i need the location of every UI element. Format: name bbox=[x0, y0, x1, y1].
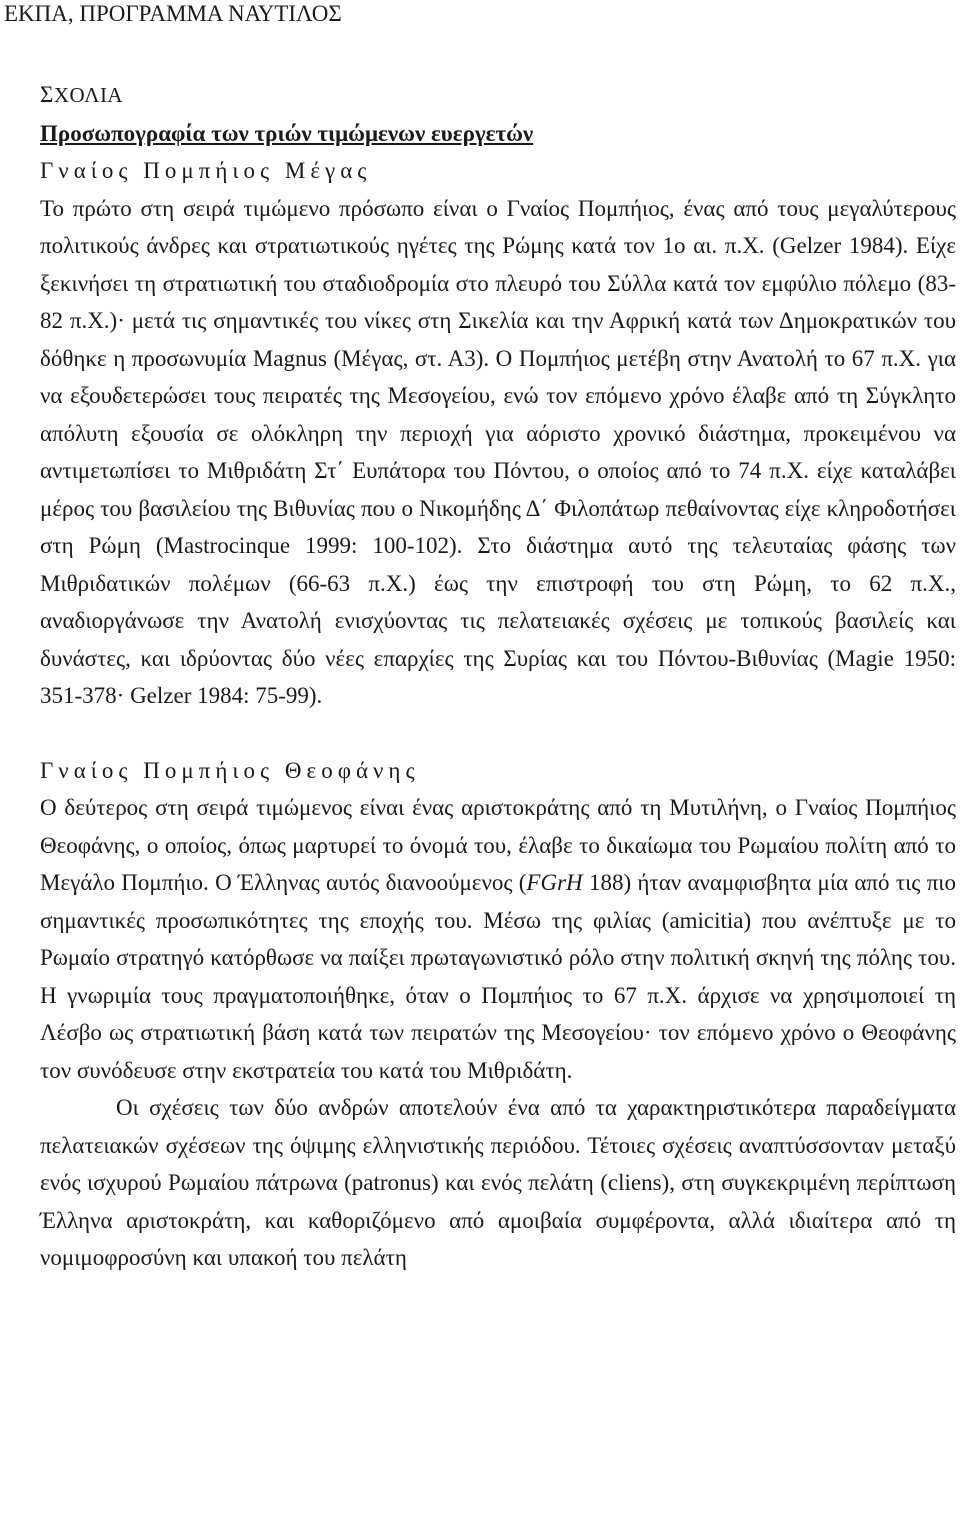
person2-paragraph-2: Οι σχέσεις των δύο ανδρών αποτελούν ένα από τα χαρακτηριστικότερα παραδείγματα πελατειακών σχέσεων της όψιμης ελληνιστικής περιόδου. Τέτοιες σχέσεις αναπτύσσονταν μεταξύ ενός ισχυρού Ρωμαίου πάτρωνα (patronus) και ενός πελάτη (cliens), στη συγκεκριμένη περίπτωση Έλληνα αριστοκράτη, και καθοριζόμενο από αμοιβαία συμφέροντα, αλλά ιδιαίτερα από τη νομιμοφροσύνη και υπακοή του πελάτη bbox=[40, 1095, 956, 1270]
section-label-rest: ΧΟΛΙΑ bbox=[53, 83, 124, 107]
page-header: ΕΚΠΑ, ΠΡΟΓΡΑΜΜΑ ΝΑΥΤΙΛΟΣ bbox=[4, 1, 342, 26]
main-title: Προσωπογραφία των τριών τιμώμενων ευεργετών bbox=[40, 120, 534, 146]
person2-heading: Γναίος Πομπήιος Θεοφάνης bbox=[40, 757, 420, 783]
person2-p1-part-a: Ο δεύτερος στη σειρά τιμώμενος είναι ένας αριστοκράτης από τη Μυτιλήνη, ο Γναίος Πομπήιος Θεοφάνης, ο οποίος, όπως μαρτυρεί το όνομά του, έλαβε το δικαίωμα του Ρωμαίου πολίτη από το Μεγάλο Πομπήιο. Ο Έλληνας αυτός διανοούμενος ( bbox=[40, 795, 956, 895]
person2-p1-italic: FGrH bbox=[526, 870, 583, 895]
section-label bbox=[40, 76, 956, 115]
person1-paragraph: Το πρώτο στη σειρά τιμώμενο πρόσωπο είναι ο Γναίος Πομπήιος, ένας από τους μεγαλύτερους πολιτικούς άνδρες και στρατιωτικούς ηγέτες της Ρώμης κατά τον 1ο αι. π.Χ. (Gelzer 1984). Είχε ξεκινήσει τη στρατιωτική του σταδιοδρομία στο πλευρό του Σύλλα κατά τον εμφύλιο πόλεμο (83-82 π.Χ.)· μετά τις σημαντικές του νίκες στη Σικελία και την Αφρική κατά των Δημοκρατικών του δόθηκε η προσωνυμία Magnus (Μέγας, στ. Α3). Ο Πομπήιος μετέβη στην Ανατολή το 67 π.Χ. για να εξουδετερώσει τους πειρατές της Μεσογείου, ενώ τον επόμενο χρόνο έλαβε από τη Σύγκλητο απόλυτη εξουσία σε ολόκληρη την περιοχή για αόριστο χρονικό διάστημα, προκειμένου να αντιμετωπίσει το Μιθριδάτη Στ΄ Ευπάτορα του Πόντου, ο οποίος από το 74 π.Χ. είχε καταλάβει μέρος του βασιλείου της Βιθυνίας που ο Νικομήδης Δ΄ Φιλοπάτωρ πεθαίνοντας είχε κληροδοτήσει στη Ρώμη (Mastrocinque 1999: 100-102). Στο διάστημα αυτό της τελευταίας φάσης των Μιθριδατικών πολέμων (66-63 π.Χ.) έως την επιστροφή του στη Ρώμη, το 62 π.Χ., αναδιοργάνωσε την Ανατολή ενισχύοντας τις πελατειακές σχέσεις με τοπικούς βασιλείς και δυνάστες, και ιδρύοντας δύο νέες επαρχίες της Συρίας και του Πόντου-Βιθυνίας (Magie 1950: 351-378· Gelzer 1984: 75-99). bbox=[40, 195, 956, 708]
document-body bbox=[40, 76, 956, 1277]
person2-paragraph-1 bbox=[40, 789, 956, 1089]
section-spacer bbox=[40, 715, 956, 752]
section-label-initial: Σ bbox=[40, 82, 54, 107]
person2-p1-part-b: 188) ήταν αναμφισβητα μία από τις πιο σημαντικές προσωπικότητες της εποχής του. Μέσω της φιλίας (amicitia) που ανέπτυξε με το Ρωμαίο στρατηγό κατόρθωσε να παίξει πρωταγωνιστικό ρόλο στην πολιτική σκηνή της πόλης του. Η γνωριμία τους πραγματοποιήθηκε, όταν ο Πομπήιος το 67 π.Χ. άρχισε να χρησιμοποιεί τη Λέσβο ως στρατιωτική βάση κατά των πειρατών της Μεσογείου· τον επόμενο χρόνο ο Θεοφάνης τον συνόδευσε στην εκστρατεία του κατά του Μιθριδάτη. bbox=[40, 870, 956, 1083]
person1-heading: Γναίος Πομπήιος Μέγας bbox=[40, 158, 372, 183]
